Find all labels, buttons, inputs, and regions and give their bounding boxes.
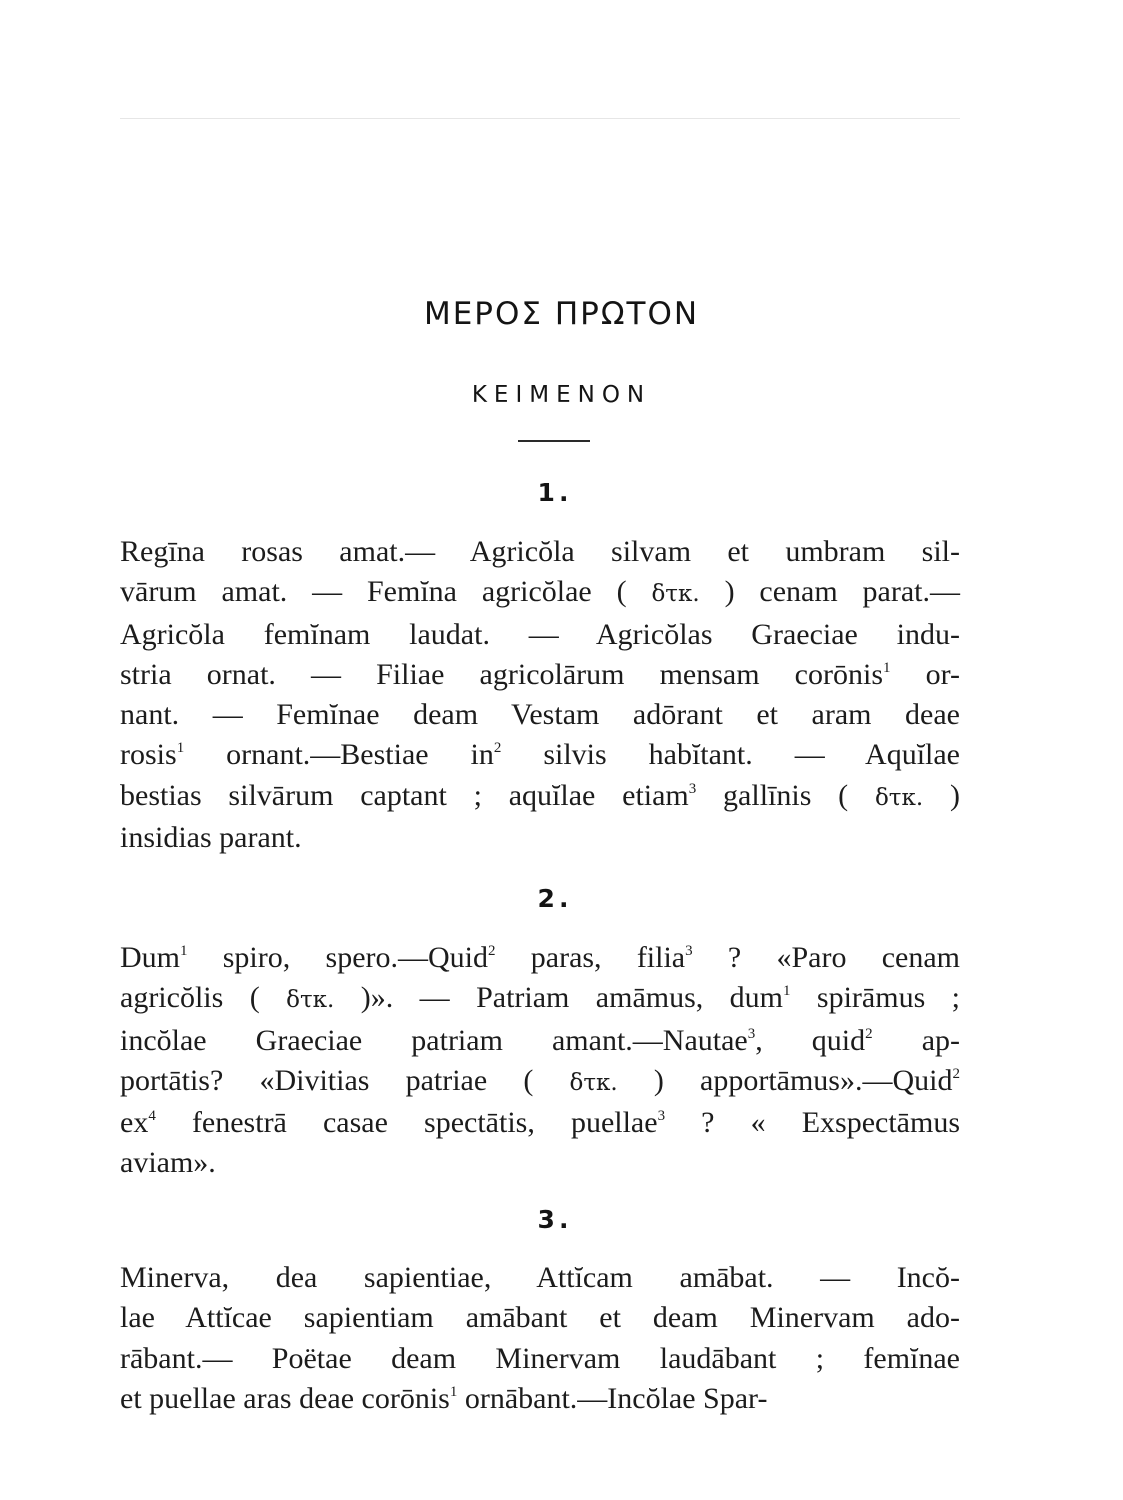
section-title: ΚΕΙΜΕΝΟΝ [471,382,652,408]
section-2-text [120,938,960,1184]
section-3-text [120,1258,960,1419]
bleed-through-rule [120,118,960,119]
text-line: $ex^4$ fenestrā casae spectātis, puellae$^3$ ? « Exspectāmus [120,1106,960,1140]
text-line: portātis? «Divitias patriae ( δτκ. ) apportāmus».—Quid$^2$ [120,1063,960,1097]
section-number-3: 3. [537,1205,573,1234]
text-line: agricŏlis ( δτκ. )». — Patriam amāmus, dum$^1$ spirāmus ; [120,981,960,1015]
text-line: Dum$^1$ spiro, spero.—Quid$^2$ paras, filia$^3$ ? «Paro cenam [120,941,960,974]
text-line: lae Attĭcae sapientiam amābant et deam Minervam ado- [120,1301,960,1335]
text-line: bestias silvārum captant ; aquĭlae etiam$^3$ gallīnis ( δτκ. ) [120,778,960,812]
title-divider [518,440,590,442]
text-line: et puellae aras deae corōnis$^1$ ornābant.—Incŏlae Spar- [120,1381,768,1415]
text-line: aviam». [120,1146,216,1180]
text-line: rosis$^1$ ornant.—Bestiae $in^2$ silvis habĭtant. — Aquĭlae [120,738,960,772]
text-line: insidias parant. [120,821,302,855]
text-line: stria ornat. — Filiae agricolārum mensam corōnis$^1$ or- [120,657,960,691]
text-line: incŏlae Graeciae patriam amant.—Nautae$^3$, quid$^2$ ap- [120,1023,961,1057]
section-number-1: 1. [537,478,573,507]
section-number-2: 2. [537,884,573,913]
text-line: nant. — Femĭnae deam Vestam adōrant et aram deae [120,698,960,732]
part-title: ΜΕΡΟΣ ΠΡΩΤΟΝ [423,296,700,332]
text-line: rābant.— Poëtae deam Minervam laudābant ; femĭnae [120,1341,960,1375]
text-line: Agricŏla femĭnam laudat. — Agricŏlas Graeciae indu- [120,617,960,651]
section-1-text [120,532,960,858]
text-line: vārum amat. — Femĭna agricŏlae ( δτκ. ) cenam parat.— [120,575,960,609]
text-line: Minerva, dea sapientiae, Attĭcam amābat. — Incŏ- [120,1261,960,1294]
text-line: Regīna rosas amat.— Agricŏla silvam et umbram sil- [120,535,960,568]
